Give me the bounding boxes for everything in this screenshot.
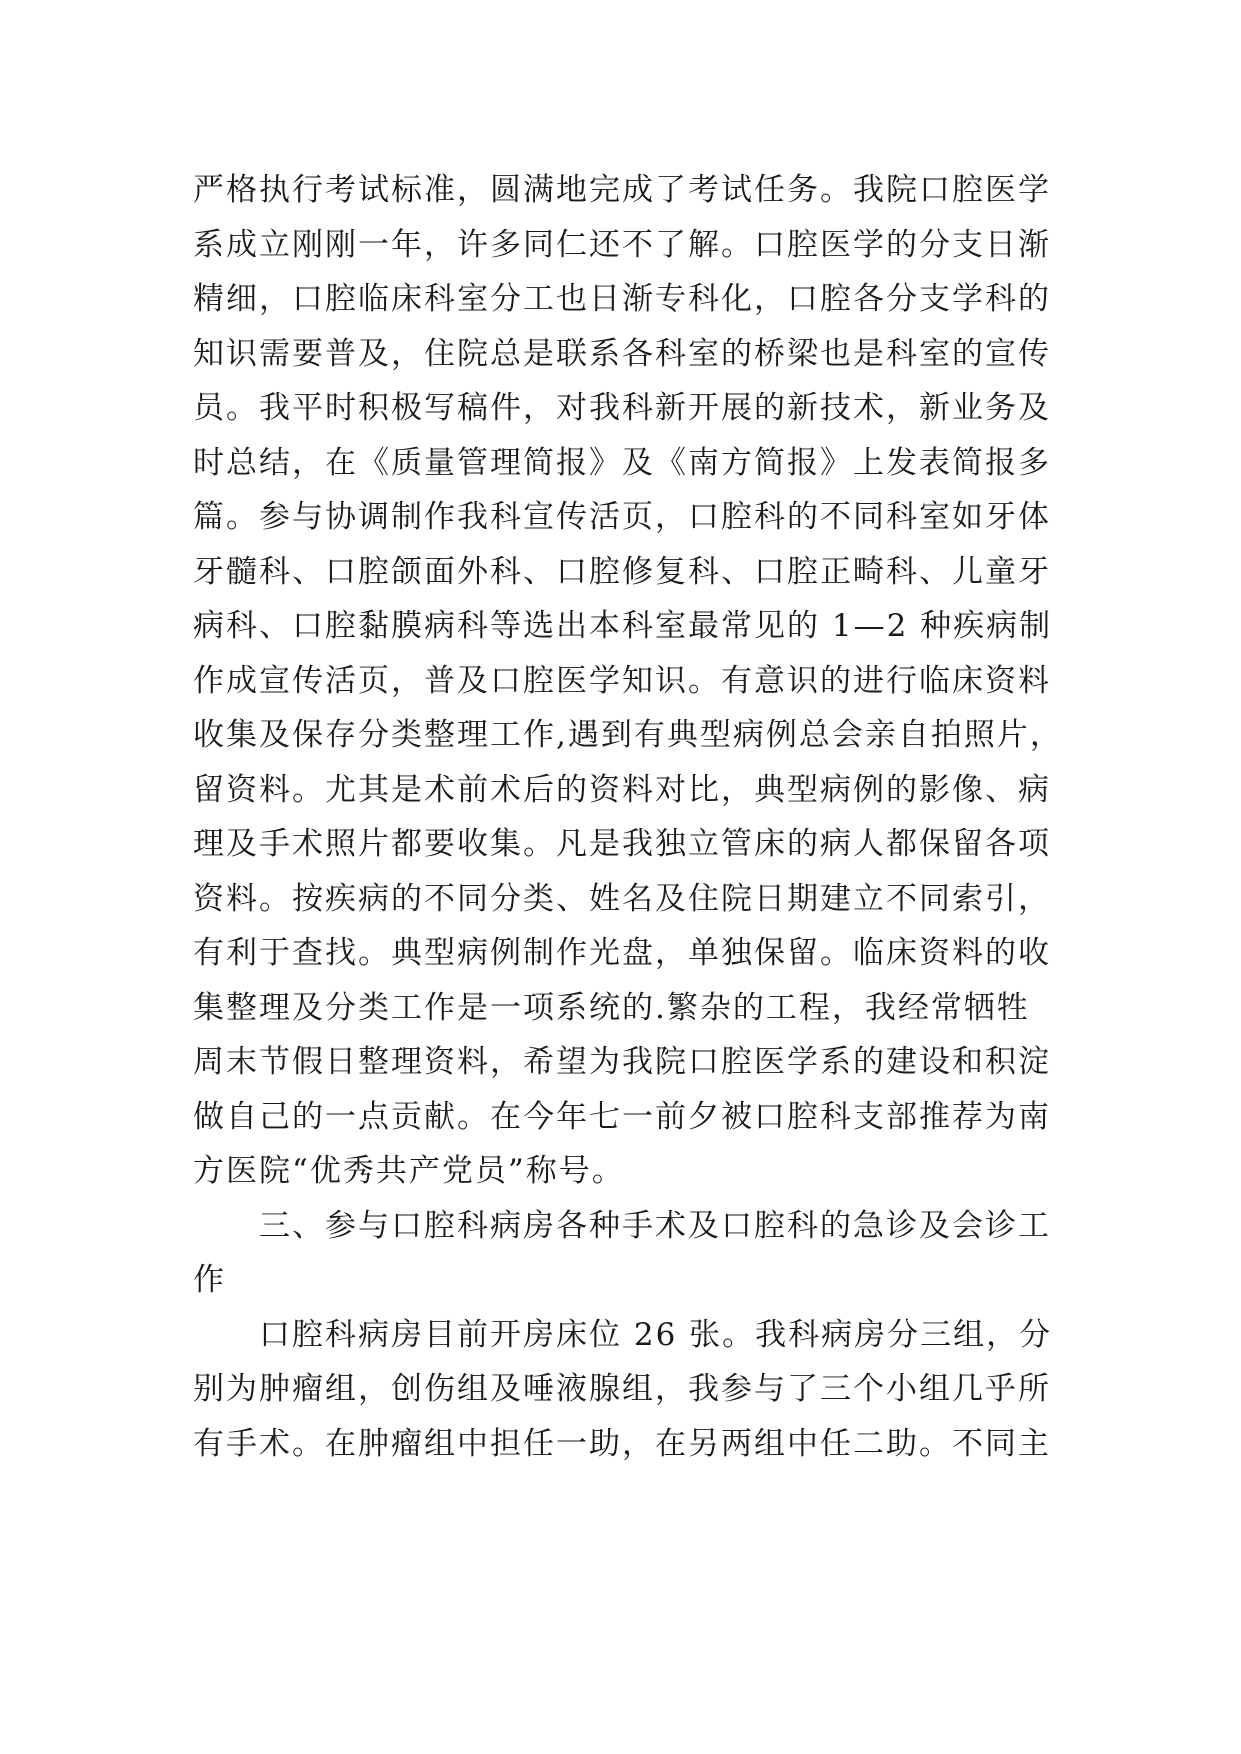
text-line: 理及手术照片都要收集。凡是我独立管床的病人都保留各项 (193, 826, 1051, 862)
text-line: 员。我平时积极写稿件，对我科新开展的新技术，新业务及 (193, 390, 1051, 426)
text-line: 有手术。在肿瘤组中担任一助，在另两组中任二助。不同主 (193, 1425, 1051, 1462)
text-line: 时总结，在《质量管理简报》及《南方简报》上发表简报多 (193, 444, 1051, 481)
text-line: 收集及保存分类整理工作,遇到有典型病例总会亲自拍照片， (193, 717, 1063, 753)
text-line: 别为肿瘤组，创伤组及唾液腺组，我参与了三个小组几乎所 (193, 1371, 1051, 1407)
text-line: 牙髓科、口腔颌面外科、口腔修复科、口腔正畸科、儿童牙 (193, 553, 1051, 590)
text-line: 系成立刚刚一年，许多同仁还不了解。口腔医学的分支日渐 (193, 226, 1051, 263)
text-line: 集整理及分类工作是一项系统的.繁杂的工程，我经常牺牲 (193, 989, 1030, 1026)
text-line: 精细，口腔临床科室分工也日渐专科化，口腔各分支学科的 (193, 281, 1051, 317)
text-line: 方医院“优秀共产党员”称号。 (193, 1153, 625, 1189)
text-line: 病科、口腔黏膜病科等选出本科室最常见的 1—2 种疾病制 (193, 608, 1053, 644)
text-line: 篇。参与协调制作我科宣传活页，口腔科的不同科室如牙体 (193, 499, 1051, 535)
section-heading: 三、参与口腔科病房各种手术及口腔科的急诊及会诊工 (259, 1207, 1051, 1244)
section-heading-continued: 作 (193, 1262, 226, 1298)
text-line: 留资料。尤其是术前术后的资料对比，典型病例的影像、病 (193, 771, 1051, 808)
text-line: 资料。按疾病的不同分类、姓名及住院日期建立不同索引， (193, 880, 1051, 917)
text-line: 作成宣传活页，普及口腔医学知识。有意识的进行临床资料 (193, 662, 1051, 699)
text-line: 知识需要普及，住院总是联系各科室的桥梁也是科室的宣传 (193, 335, 1051, 372)
text-line: 有利于查找。典型病例制作光盘，单独保留。临床资料的收 (193, 935, 1051, 971)
text-line: 做自己的一点贡献。在今年七一前夕被口腔科支部推荐为南 (193, 1098, 1051, 1135)
text-line: 口腔科病房目前开房床位 26 张。我科病房分三组，分 (259, 1316, 1053, 1353)
document-body (193, 163, 1073, 1471)
text-line: 严格执行考试标准，圆满地完成了考试任务。我院口腔医学 (193, 172, 1051, 208)
text-line: 周末节假日整理资料，希望为我院口腔医学系的建设和积淀 (193, 1044, 1051, 1080)
